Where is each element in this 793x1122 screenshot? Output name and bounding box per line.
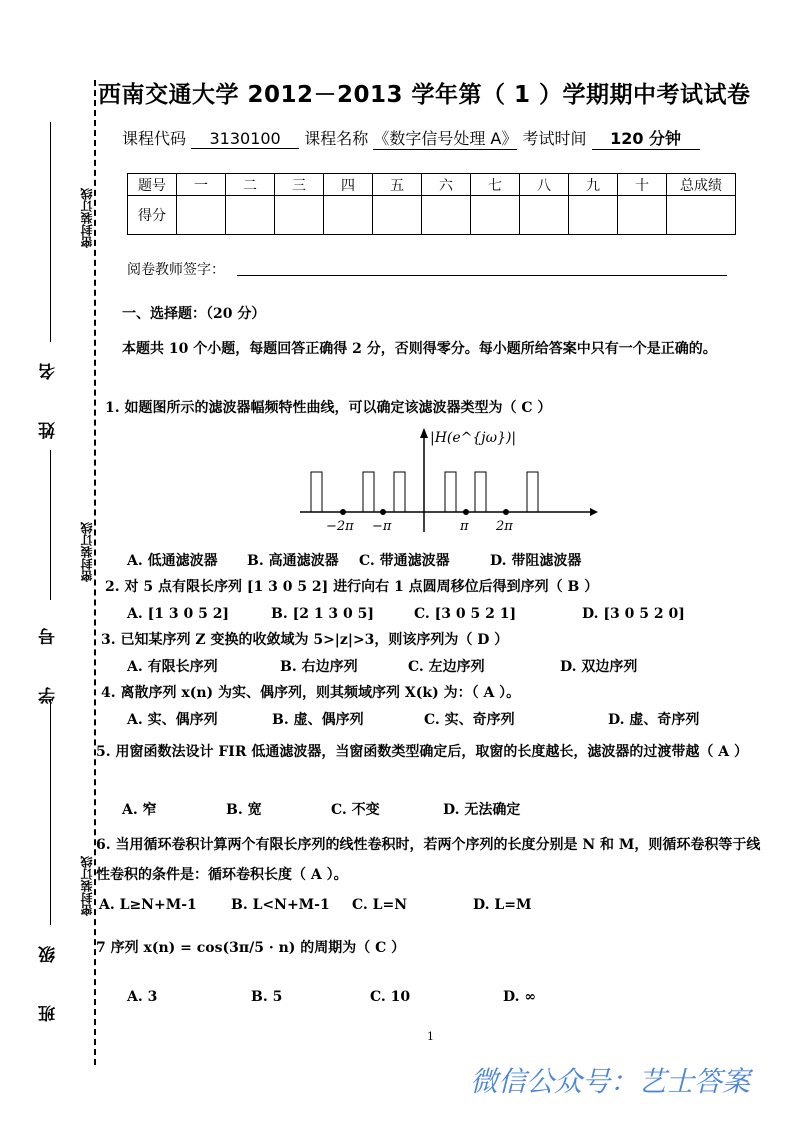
id-label: 学 号 bbox=[39, 610, 59, 704]
score-cell bbox=[275, 196, 324, 235]
passband-bar bbox=[527, 472, 538, 512]
tick-dot bbox=[503, 509, 509, 515]
tick-dot bbox=[380, 509, 386, 515]
tick-dot bbox=[340, 509, 346, 515]
score-header: 一 bbox=[177, 174, 226, 196]
question-2: 2. 对 5 点有限长序列 [1 3 0 5 2] 进行向右 1 点圆周移位后得到序列（ B ） bbox=[105, 579, 599, 595]
magnitude-response-figure bbox=[290, 420, 610, 540]
q5-option-c: C. 不变 bbox=[331, 802, 380, 818]
q4-option-a: A. 实、偶序列 bbox=[127, 712, 218, 728]
score-header: 二 bbox=[226, 174, 275, 196]
score-header: 题号 bbox=[128, 174, 177, 196]
q1-option-a: A. 低通滤波器 bbox=[127, 553, 218, 569]
page-number: 1 bbox=[427, 1030, 434, 1043]
score-row-label: 得分 bbox=[128, 196, 177, 235]
score-table bbox=[127, 173, 736, 235]
tick-label: π bbox=[460, 519, 469, 534]
q7-option-c: C. 10 bbox=[370, 989, 411, 1005]
passband-bar bbox=[363, 472, 374, 512]
id-line bbox=[50, 450, 51, 600]
passband-bar bbox=[475, 472, 486, 512]
score-header: 总成绩 bbox=[667, 174, 736, 196]
q1-option-b: B. 高通滤波器 bbox=[247, 553, 339, 569]
class-label: 班 级 bbox=[39, 928, 59, 1022]
watermark: 微信公众号：艺士答案 bbox=[470, 1065, 751, 1098]
name-line bbox=[50, 122, 51, 342]
q1-option-d: D. 带阻滤波器 bbox=[490, 553, 582, 569]
class-line bbox=[50, 700, 51, 925]
score-cell bbox=[667, 196, 736, 235]
q4-option-c: C. 实、奇序列 bbox=[424, 712, 515, 728]
q2-option-d: D. [3 0 5 2 0] bbox=[582, 606, 685, 622]
name-label: 姓 名 bbox=[39, 345, 59, 439]
seal-text-3: 密封装订线 bbox=[80, 856, 94, 916]
course-info bbox=[122, 126, 700, 150]
passband-bar bbox=[445, 472, 456, 512]
tick-label: −2π bbox=[326, 519, 354, 534]
q2-option-a: A. [1 3 0 5 2] bbox=[127, 606, 230, 622]
tick-label: −π bbox=[372, 519, 392, 534]
question-4: 4. 离散序列 x(n) 为实、偶序列，则其频域序列 X(k) 为：（ A ）。 bbox=[101, 685, 521, 701]
score-cell bbox=[177, 196, 226, 235]
y-axis-label: |H(e^{jω})| bbox=[430, 430, 517, 446]
q3-option-d: D. 双边序列 bbox=[560, 659, 638, 675]
q5-option-d: D. 无法确定 bbox=[443, 802, 521, 818]
q7-option-d: D. ∞ bbox=[503, 989, 537, 1005]
score-header: 十 bbox=[618, 174, 667, 196]
score-cell bbox=[569, 196, 618, 235]
score-cell bbox=[422, 196, 471, 235]
q1-option-c: C. 带通滤波器 bbox=[359, 553, 450, 569]
q6-option-c: C. L=N bbox=[352, 897, 408, 913]
time-label: 考试时间 bbox=[522, 129, 587, 148]
q5-option-a: A. 窄 bbox=[122, 802, 157, 818]
score-header: 九 bbox=[569, 174, 618, 196]
q6-option-d: D. L=M bbox=[473, 897, 532, 913]
tick-label: 2π bbox=[496, 519, 513, 534]
question-6: 6. 当用循环卷积计算两个有限长序列的线性卷积时，若两个序列的长度分别是 N 和 M，则循环卷积等于线性卷积的条件是：循环卷积长度（ A ）。 bbox=[96, 837, 761, 883]
course-name: 《数字信号处理 A》 bbox=[373, 126, 517, 150]
score-cell bbox=[226, 196, 275, 235]
question-3: 3. 已知某序列 Z 变换的收敛域为 5>|z|>3，则该序列为（ D ） bbox=[101, 632, 509, 648]
q2-option-b: B. [2 1 3 0 5] bbox=[271, 606, 375, 622]
page-title: 西南交通大学 2012－2013 学年第（ 1 ）学期期中考试试卷 bbox=[98, 82, 751, 108]
q3-option-c: C. 左边序列 bbox=[408, 659, 485, 675]
course-code: 3130100 bbox=[191, 129, 299, 149]
score-header: 三 bbox=[275, 174, 324, 196]
q3-option-b: B. 右边序列 bbox=[280, 659, 358, 675]
score-header: 五 bbox=[373, 174, 422, 196]
q7-option-a: A. 3 bbox=[127, 989, 158, 1005]
q4-option-d: D. 虚、奇序列 bbox=[608, 712, 700, 728]
passband-bar bbox=[394, 472, 405, 512]
section-instructions: 本题共 10 个小题，每题回答正确得 2 分，否则得零分。每小题所给答案中只有一个是正确的。 bbox=[122, 341, 717, 357]
q4-option-b: B. 虚、偶序列 bbox=[272, 712, 364, 728]
x-axis-arrow bbox=[590, 508, 598, 516]
score-cell bbox=[618, 196, 667, 235]
q3-option-a: A. 有限长序列 bbox=[127, 659, 218, 675]
grader-label: 阅卷教师签字： bbox=[127, 262, 225, 278]
q7-option-b: B. 5 bbox=[251, 989, 283, 1005]
score-cell bbox=[471, 196, 520, 235]
q2-option-c: C. [3 0 5 2 1] bbox=[414, 606, 517, 622]
score-cell bbox=[324, 196, 373, 235]
course-name-label: 课程名称 bbox=[304, 129, 369, 148]
q6-option-b: B. L<N+M-1 bbox=[231, 897, 330, 913]
score-cell bbox=[520, 196, 569, 235]
seal-text-2: 密封装订线 bbox=[80, 522, 94, 582]
section-heading: 一、选择题：（20 分） bbox=[122, 306, 266, 322]
exam-time: 120 分钟 bbox=[592, 126, 700, 150]
course-code-label: 课程代码 bbox=[122, 129, 187, 148]
question-7: 7 序列 x(n) = cos(3π/5 · n) 的周期为（ C ） bbox=[96, 940, 406, 956]
question-1: 1. 如题图所示的滤波器幅频特性曲线，可以确定该滤波器类型为（ C ） bbox=[105, 400, 552, 416]
question-5: 5. 用窗函数法设计 FIR 低通滤波器，当窗函数类型确定后，取窗的长度越长，滤波器的过渡带越（ A ） bbox=[96, 744, 748, 760]
tick-dot bbox=[463, 509, 469, 515]
grader-signature-line bbox=[237, 275, 727, 276]
score-header: 六 bbox=[422, 174, 471, 196]
score-header: 八 bbox=[520, 174, 569, 196]
score-cell bbox=[373, 196, 422, 235]
passband-bar bbox=[311, 472, 322, 512]
y-axis-arrow bbox=[420, 428, 428, 438]
q5-option-b: B. 宽 bbox=[226, 802, 262, 818]
q6-option-a: A. L≥N+M-1 bbox=[99, 897, 197, 913]
score-header: 四 bbox=[324, 174, 373, 196]
seal-text-1: 密封装订线 bbox=[80, 188, 94, 248]
score-header: 七 bbox=[471, 174, 520, 196]
